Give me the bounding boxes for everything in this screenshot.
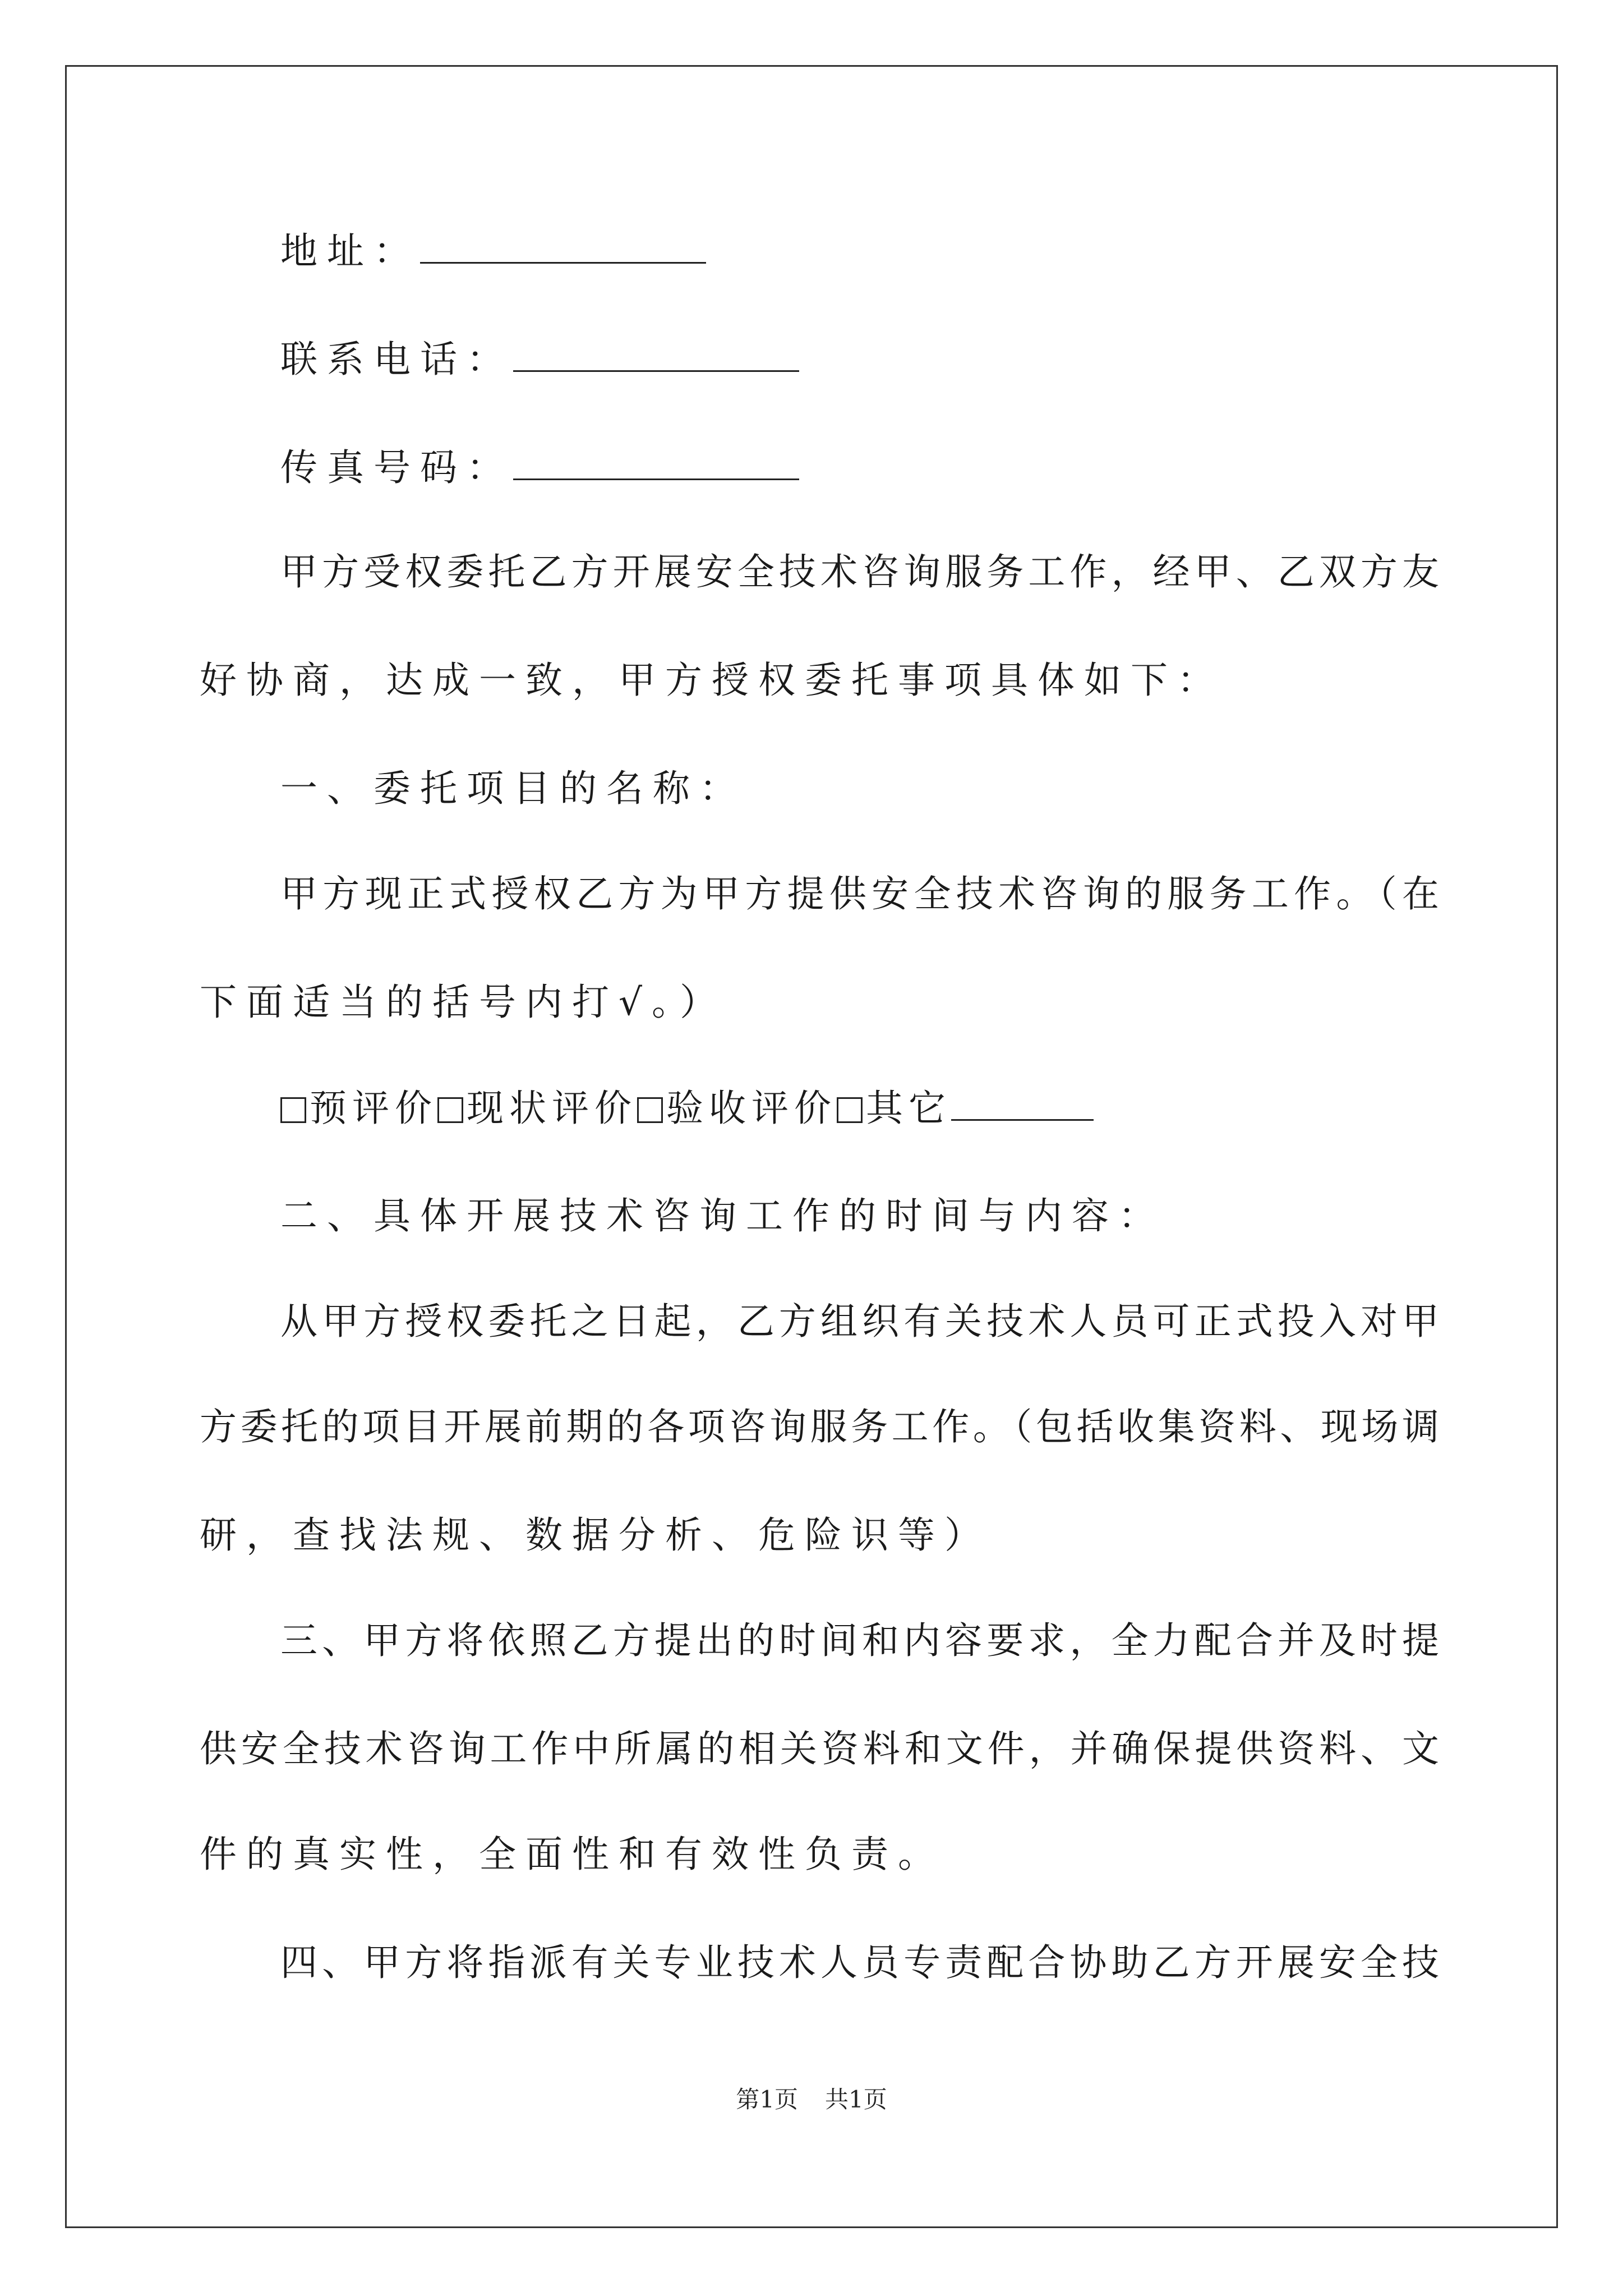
section3-line-3: 件的真实性，全面性和有效性负责。 bbox=[200, 1833, 944, 1876]
option-checkbox-other[interactable] bbox=[837, 1097, 863, 1123]
options-row bbox=[280, 1085, 1439, 1131]
section1-line-1: 甲方现正式授权乙方为甲方提供安全技术咨询的服务工作。（在 bbox=[280, 872, 1439, 915]
fax-label: 传真号码： bbox=[280, 446, 513, 489]
page-border bbox=[65, 65, 1558, 2228]
address-label: 地址： bbox=[280, 229, 420, 273]
option-label-other: 其它 bbox=[866, 1087, 951, 1130]
address-blank bbox=[420, 228, 706, 264]
phone-line bbox=[280, 337, 1439, 382]
option-checkbox-preassessment[interactable] bbox=[280, 1097, 306, 1123]
address-line bbox=[280, 228, 1439, 274]
phone-label: 联系电话： bbox=[280, 338, 513, 381]
section3-line-2: 供安全技术咨询工作中所属的相关资料和文件，并确保提供资料、文 bbox=[200, 1727, 1439, 1770]
section3-line-1: 三、甲方将依照乙方提出的时间和内容要求，全力配合并及时提 bbox=[280, 1619, 1439, 1662]
section2-heading: 二、具体开展技术咨询工作的时间与内容： bbox=[280, 1194, 1165, 1237]
section1-heading: 一、委托项目的名称： bbox=[280, 767, 746, 810]
section4-line-1: 四、甲方将指派有关专业技术人员专责配合协助乙方开展安全技 bbox=[280, 1941, 1439, 1984]
fax-blank bbox=[513, 445, 799, 480]
option-label-acceptance-assessment: 验收评价 bbox=[666, 1087, 837, 1130]
option-label-preassessment: 预评价 bbox=[310, 1087, 437, 1130]
phone-blank bbox=[513, 337, 799, 372]
option-checkbox-acceptance-assessment[interactable] bbox=[637, 1097, 663, 1123]
section1-line-2: 下面适当的括号内打√。） bbox=[200, 981, 727, 1024]
fax-line bbox=[280, 445, 1439, 490]
section2-line-1: 从甲方授权委托之日起，乙方组织有关技术人员可正式投入对甲 bbox=[280, 1300, 1439, 1343]
intro-line-1: 甲方受权委托乙方开展安全技术咨询服务工作，经甲、乙双方友 bbox=[280, 550, 1439, 593]
option-label-status-assessment: 现状评价 bbox=[467, 1087, 637, 1130]
option-other-blank bbox=[951, 1085, 1094, 1121]
section2-line-3: 研，查找法规、数据分析、危险识等） bbox=[200, 1513, 991, 1557]
section2-line-2: 方委托的项目开展前期的各项咨询服务工作。（包括收集资料、现场调 bbox=[200, 1405, 1439, 1448]
total-pages: 共1页 bbox=[825, 2086, 887, 2113]
page-footer bbox=[0, 2086, 1623, 2114]
option-checkbox-status-assessment[interactable] bbox=[437, 1097, 463, 1123]
intro-line-2: 好协商，达成一致，甲方授权委托事项具体如下： bbox=[200, 659, 1224, 702]
page-number: 第1页 bbox=[736, 2086, 798, 2113]
